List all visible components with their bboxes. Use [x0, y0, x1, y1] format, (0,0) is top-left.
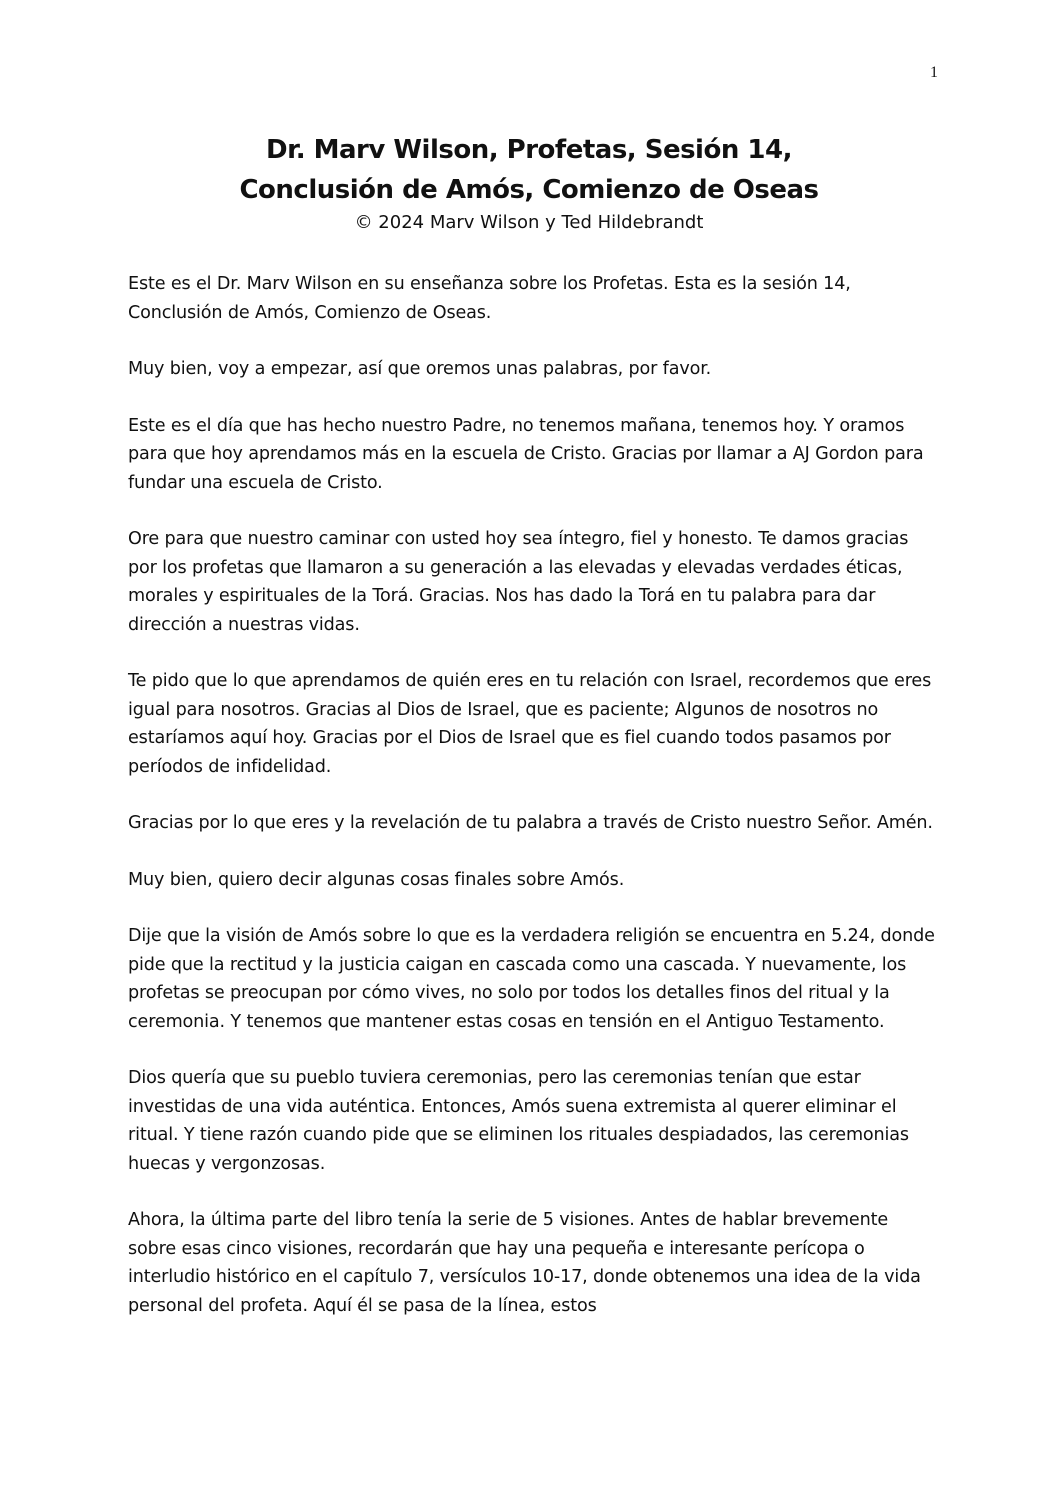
paragraph-five-visions: Ahora, la última parte del libro tenía la serie de 5 visiones. Antes de hablar brevemente sobre esas cinco visiones, recordarán que hay una pequeña e interesante perícopa o interludio histórico en el capítulo 7, versículos 10-17, donde obtenemos una idea de la vida personal del profeta. Aquí él se pasa de la línea, estos — [128, 1210, 921, 1316]
paragraph-prayer-3: Te pido que lo que aprendamos de quién eres en tu relación con Israel, recordemos que eres igual para nosotros. Gracias al Dios de Israel, que es paciente; Algunos de nosotros no estaríamos aquí hoy. Gracias por el Dios de Israel que es fiel cuando todos pasamos por períodos de infidelidad. — [128, 671, 932, 777]
document-title-line-1: Dr. Marv Wilson, Profetas, Sesión 14, — [266, 135, 792, 165]
paragraph-prayer-1: Este es el día que has hecho nuestro Padre, no tenemos mañana, tenemos hoy. Y oramos para que hoy aprendamos más en la escuela de Cristo. Gracias por llamar a AJ Gordon para fundar una escuela de Cristo. — [128, 415, 924, 493]
paragraph-amos-final: Muy bien, quiero decir algunas cosas finales sobre Amós. — [128, 869, 625, 890]
paragraph-start-prayer: Muy bien, voy a empezar, así que oremos unas palabras, por favor. — [128, 359, 712, 379]
copyright-notice: © 2024 Marv Wilson y Ted Hildebrandt — [354, 212, 704, 233]
paragraph-prayer-2: Ore para que nuestro caminar con usted hoy sea íntegro, fiel y honesto. Te damos gracias por los profetas que llamaron a su generación a las elevadas y elevadas verdades éticas, morales y espirituales de la Torá. Gracias. Nos has dado la Torá en tu palabra para dar dirección a nuestras vidas. — [128, 529, 909, 635]
paragraph-intro: Este es el Dr. Marv Wilson en su enseñanza sobre los Profetas. Esta es la sesión 14, Conclusión de Amós, Comienzo de Oseas. — [128, 274, 851, 323]
document-body — [128, 270, 936, 1348]
page-number: 1 — [930, 64, 938, 81]
paragraph-prayer-closing: Gracias por lo que eres y la revelación de tu palabra a través de Cristo nuestro Señor. Amén. — [128, 813, 933, 833]
document-header — [0, 130, 1058, 236]
paragraph-true-religion: Dije que la visión de Amós sobre lo que es la verdadera religión se encuentra en 5.24, donde pide que la rectitud y la justicia caigan en cascada como una cascada. Y nuevamente, los profetas se preocupan por cómo vives, no solo por todos los detalles finos del ritual y la ceremonia. Y tenemos que mantener estas cosas en tensión en el Antiguo Testamento. — [128, 926, 935, 1032]
document-title-line-2: Conclusión de Amós, Comienzo de Oseas — [239, 175, 819, 205]
paragraph-ceremonies: Dios quería que su pueblo tuviera ceremonias, pero las ceremonias tenían que estar investidas de una vida auténtica. Entonces, Amós suena extremista al querer eliminar el ritual. Y tiene razón cuando pide que se eliminen los rituales despiadados, las ceremonias huecas y vergonzosas. — [128, 1068, 909, 1174]
